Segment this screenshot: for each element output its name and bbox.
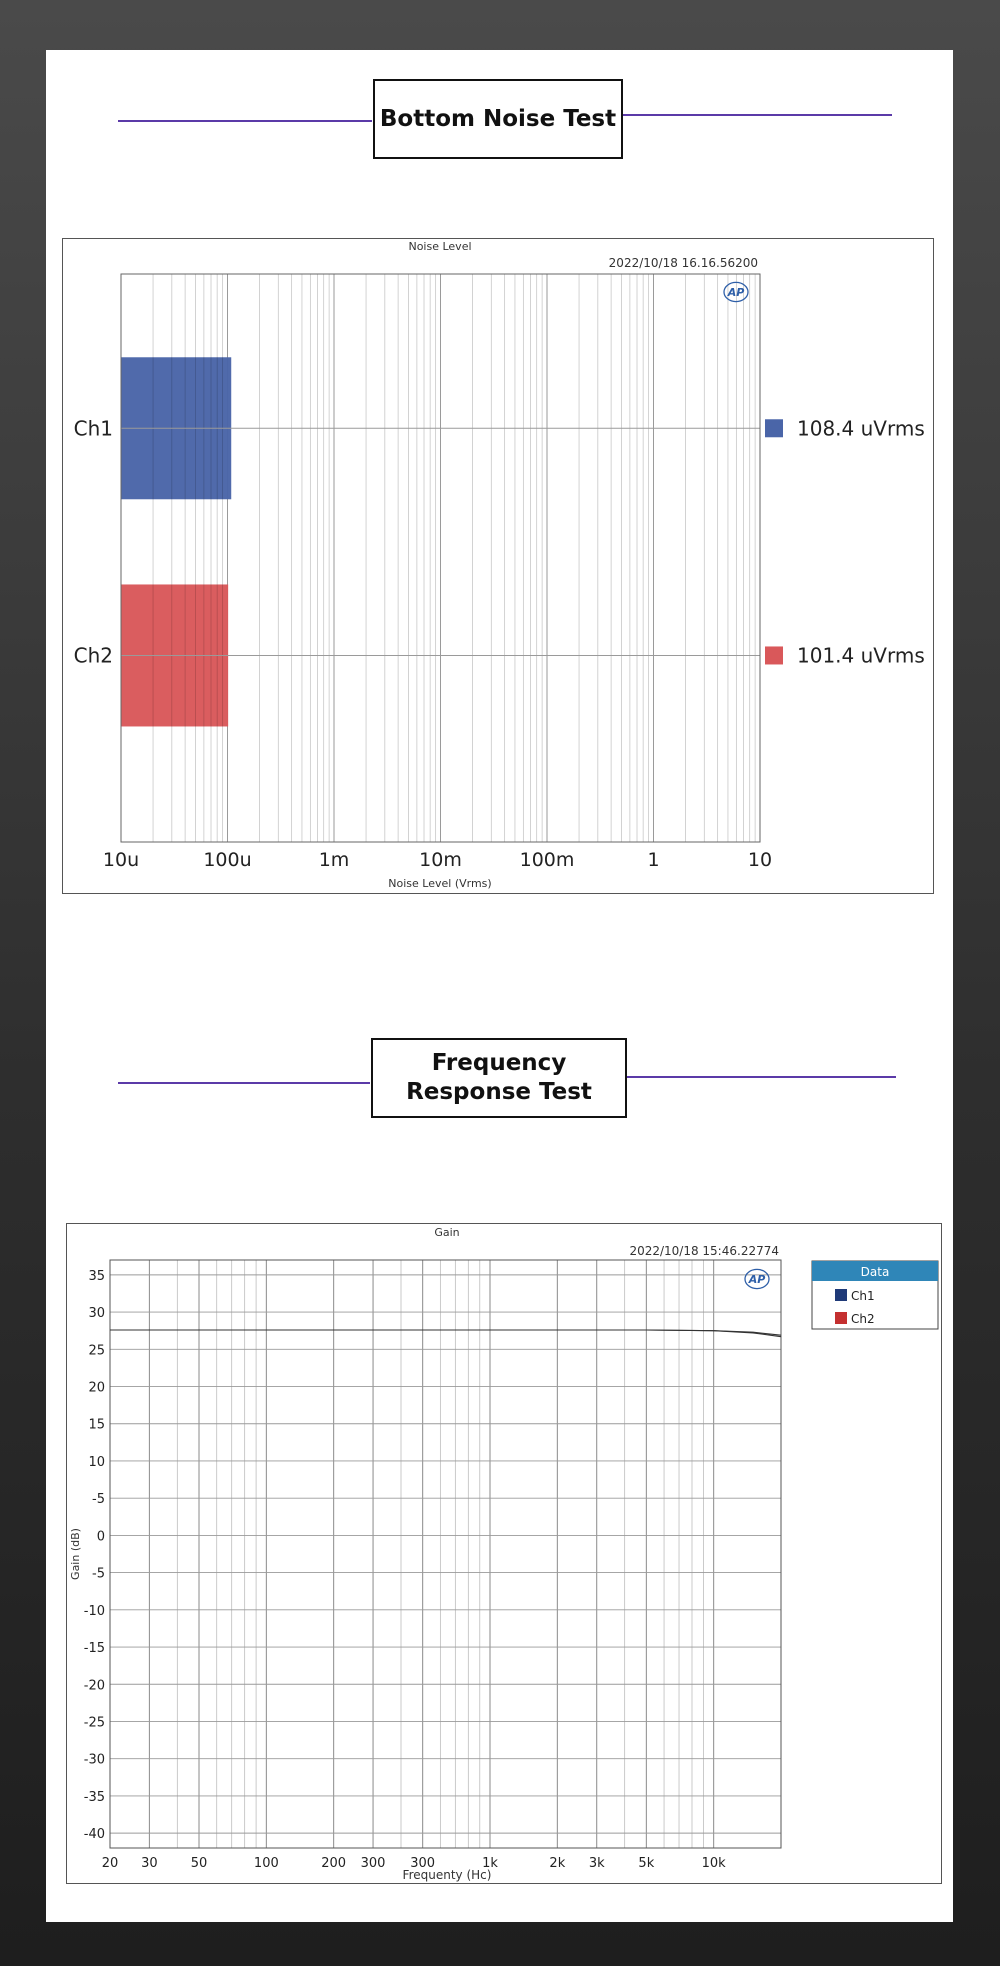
- y-tick-label: -5: [92, 1492, 105, 1508]
- x-tick-label: 100m: [519, 849, 575, 871]
- section-title-noise: [373, 79, 623, 159]
- y-tick-label: -10: [83, 1603, 105, 1619]
- legend-swatch-ch1: [835, 1289, 847, 1301]
- legend-label-ch1: Ch1: [851, 1289, 875, 1303]
- y-tick-label: 10: [88, 1454, 105, 1470]
- plot-area: [110, 1260, 781, 1848]
- section-title-frequency-line2: Response Test: [406, 1079, 592, 1105]
- gain-chart-frame: [66, 1223, 942, 1884]
- chart-title: Noise Level: [408, 240, 472, 253]
- x-tick-label: 100: [253, 1856, 279, 1871]
- x-tick-label: 1k: [482, 1856, 498, 1871]
- x-tick-label: 10m: [419, 849, 462, 871]
- x-tick-label: 1m: [318, 849, 350, 871]
- y-tick-label: -25: [83, 1715, 105, 1731]
- x-tick-label: 200: [321, 1856, 347, 1871]
- section-title-noise-text: Bottom Noise Test: [379, 106, 617, 132]
- y-tick-label: 30: [88, 1306, 105, 1322]
- value-label-ch2: 101.4 uVrms: [797, 643, 925, 668]
- x-tick-label: 5k: [638, 1856, 655, 1871]
- y-axis-label: Gain (dB): [69, 1528, 82, 1580]
- noise-chart-frame: [62, 238, 934, 894]
- title-rule-right-2: [626, 1076, 896, 1078]
- y-tick-label: -5: [92, 1566, 105, 1582]
- x-tick-label: 300: [360, 1856, 386, 1871]
- x-tick-label: 3k: [588, 1856, 605, 1871]
- ap-logo-text: AP: [727, 286, 745, 299]
- x-tick-label: 300: [410, 1856, 436, 1871]
- legend-title: Data: [860, 1265, 890, 1279]
- chart-title: Gain: [434, 1226, 460, 1239]
- y-tick-label: 15: [88, 1417, 105, 1433]
- y-tick-label: 20: [88, 1380, 105, 1396]
- x-tick-label: 100u: [203, 849, 252, 871]
- ap-logo-text: AP: [748, 1273, 766, 1286]
- chart-timestamp: 2022/10/18 15:46.22774: [629, 1244, 779, 1258]
- x-tick-label: 2k: [549, 1856, 566, 1871]
- page: [46, 50, 953, 1922]
- section-title-frequency-line1: Frequency: [431, 1050, 567, 1076]
- x-tick-label: 10k: [701, 1856, 726, 1871]
- x-tick-label: 30: [141, 1856, 158, 1871]
- y-tick-label: 25: [88, 1343, 105, 1359]
- title-rule-right: [622, 114, 892, 116]
- y-tick-label: 35: [88, 1268, 105, 1284]
- legend-swatch-ch2: [835, 1312, 847, 1324]
- x-tick-label: 10u: [102, 849, 140, 871]
- y-tick-label: -30: [83, 1752, 105, 1768]
- value-swatch-ch2: [765, 646, 783, 664]
- legend-label-ch2: Ch2: [851, 1312, 875, 1326]
- title-rule-left: [118, 120, 372, 122]
- y-tick-label: -20: [83, 1678, 105, 1694]
- legend: [812, 1261, 938, 1329]
- gain-chart: [67, 1224, 940, 1882]
- category-label-ch2: Ch2: [73, 643, 113, 668]
- x-tick-label: 50: [190, 1856, 208, 1871]
- category-label-ch1: Ch1: [73, 416, 113, 441]
- x-tick-label: 20: [101, 1856, 119, 1871]
- x-axis-label: Frequenty (Hc): [402, 1868, 492, 1882]
- value-label-ch1: 108.4 uVrms: [797, 416, 925, 441]
- x-axis-label: Noise Level (Vrms): [388, 877, 492, 890]
- y-tick-label: -40: [83, 1827, 105, 1843]
- y-tick-label: -35: [83, 1789, 105, 1805]
- value-swatch-ch1: [765, 419, 783, 437]
- y-tick-label: -15: [83, 1641, 105, 1657]
- chart-timestamp: 2022/10/18 16.16.56200: [608, 256, 758, 270]
- title-rule-left-2: [118, 1082, 370, 1084]
- noise-level-chart: [63, 239, 932, 892]
- y-tick-label: 0: [96, 1529, 105, 1545]
- x-tick-label: 10: [747, 849, 773, 871]
- section-title-frequency: [371, 1038, 627, 1118]
- x-tick-label: 1: [647, 849, 660, 871]
